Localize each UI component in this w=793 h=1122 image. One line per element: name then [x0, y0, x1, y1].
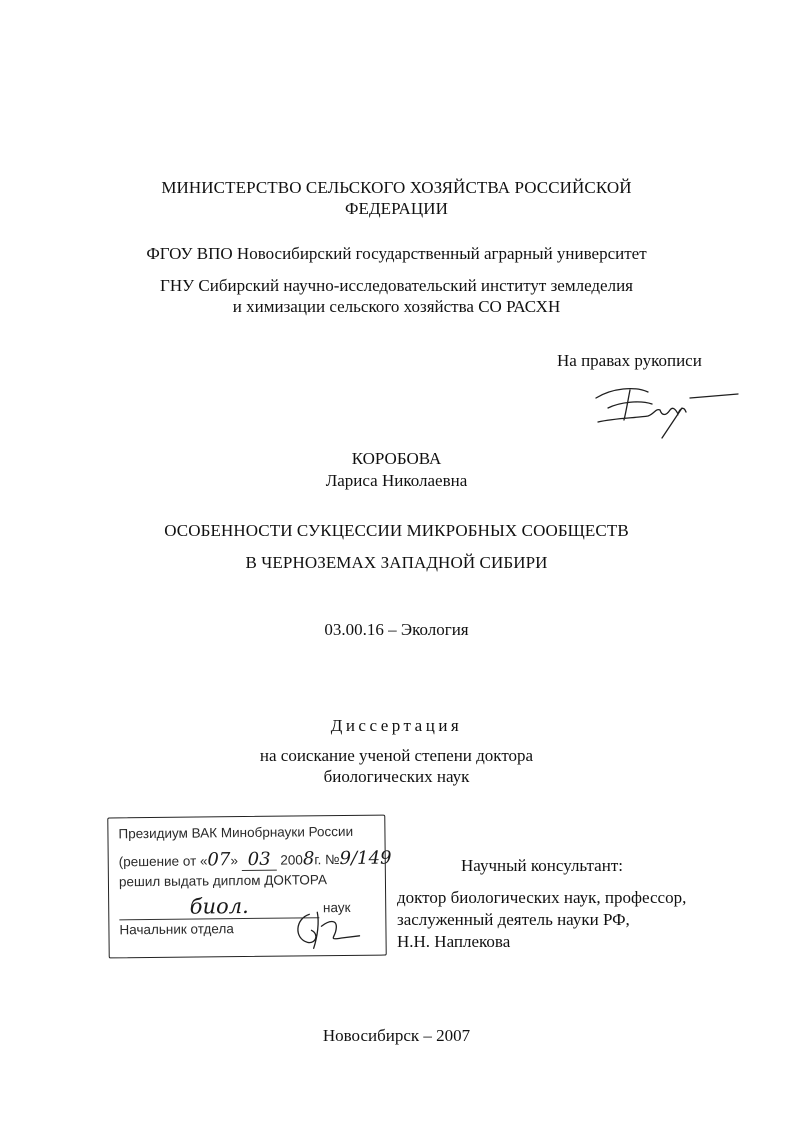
ministry-line-2: ФЕДЕРАЦИИ: [344, 199, 449, 218]
stamp-signature: [289, 908, 369, 954]
title-line-2: В ЧЕРНОЗЕМАХ ЗАПАДНОЙ СИБИРИ: [245, 553, 548, 572]
degree-line-2: биологических наук: [323, 767, 470, 786]
stamp-day: 07: [207, 849, 231, 871]
title-line-1: ОСОБЕННОСТИ СУКЦЕССИИ МИКРОБНЫХ СООБЩЕСТВ: [164, 521, 629, 540]
author-signature: [590, 378, 750, 443]
ministry-line-1: МИНИСТЕРСТВО СЕЛЬСКОГО ХОЗЯЙСТВА РОССИЙСКОЙ: [161, 178, 632, 197]
stamp-year-prefix: 200: [280, 852, 303, 868]
stamp-month: 03: [242, 849, 277, 871]
stamp-decision-line: (решение от «07» 03 2008г. №9/149: [118, 847, 392, 871]
stamp-decision-prefix: (решение от: [118, 853, 197, 870]
rights-reserved-label: На правах рукописи: [557, 351, 702, 370]
degree-type: Диссертация: [330, 716, 463, 735]
stamp-line-3: решил выдать диплом ДОКТОРА: [118, 872, 328, 890]
stamp-field-suffix: наук: [322, 899, 351, 916]
degree-line-1: на соискание ученой степени доктора: [259, 746, 534, 765]
consultant-line-1: доктор биологических наук, профессор,: [397, 888, 687, 907]
consultant-label: Научный консультант:: [461, 856, 623, 875]
stamp-year-suffix: г. №: [314, 852, 340, 868]
stamp-line-5: Начальник отдела: [119, 921, 234, 938]
institute-line-2: и химизации сельского хозяйства СО РАСХН: [232, 297, 561, 316]
university-line: ФГОУ ВПО Новосибирский государственный аграрный университет: [146, 244, 647, 263]
stamp-number: 9/149: [339, 847, 392, 870]
specialty-code: 03.00.16 – Экология: [324, 620, 469, 639]
stamp-field-hand: биол.: [119, 893, 319, 920]
author-name: Лариса Николаевна: [325, 471, 468, 490]
consultant-line-2: заслуженный деятель науки РФ,: [397, 910, 630, 929]
author-surname: КОРОБОВА: [351, 449, 442, 468]
place-year: Новосибирск – 2007: [322, 1026, 471, 1045]
consultant-name: Н.Н. Наплекова: [397, 932, 511, 951]
stamp-line-1: Президиум ВАК Минобрнауки России: [118, 823, 354, 842]
stamp-year-digit: 8: [302, 848, 315, 870]
vak-stamp: [107, 815, 392, 959]
institute-line-1: ГНУ Сибирский научно-исследовательский институт земледелия: [160, 276, 633, 295]
